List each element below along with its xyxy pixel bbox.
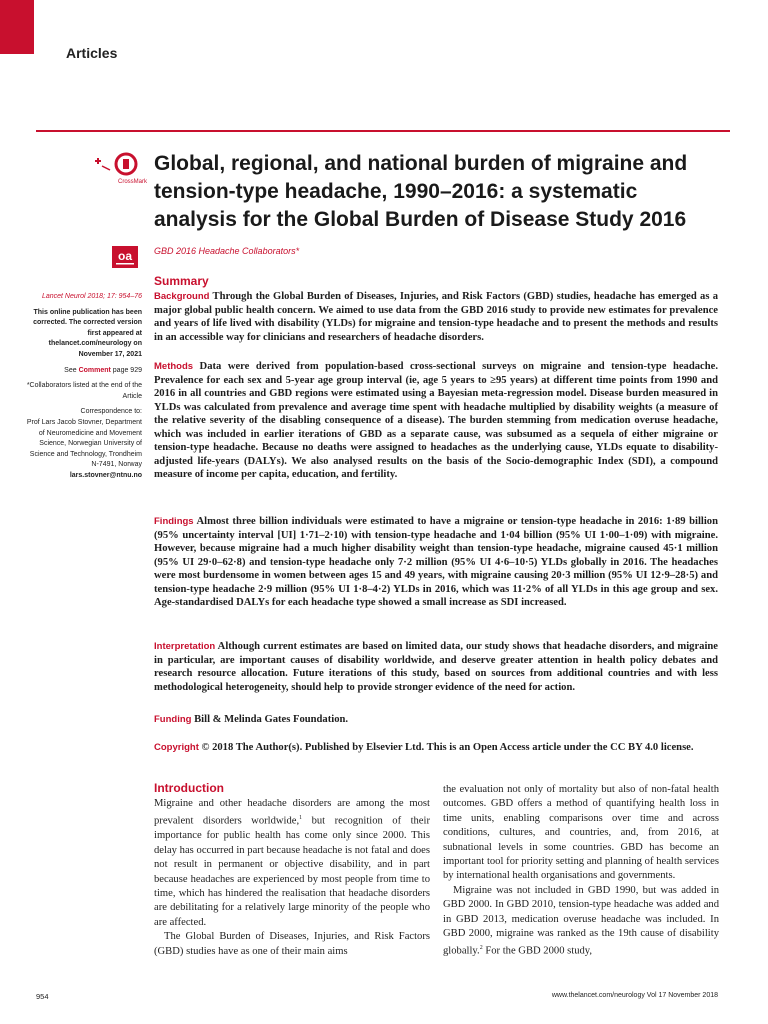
crossmark-icon[interactable] <box>88 150 148 186</box>
abstract-findings: Findings Almost three billion individuals were estimated to have a migraine or tension-type headache in 2016: 1·89 billion (95% uncertainty interval [UI] 1·71–2·10) with tension-type headache and 1·04 billion (95% UI 1·00–1·09) with migraine. However, because migraine had a much higher disability weight than tension-type headache, migraine caused 45·1 million (95% UI 29·0–62·8) and tension-type headache only 7·2 million (95% UI 4·6–10·5) YLDs globally in 2016. The headaches were most burdensome in women between ages 15 and 49 years, with migraine causing 20·3 million (95% UI 12·9–28·5) and tension-type headache 2·9 million (95% UI 1·8–4·2) YLDs in 2016, which was 11·2% of all YLDs in this age group and sex. Age-standardised DALYs for each headache type showed a small increase as SDI increased. <box>154 516 718 608</box>
journal-footer: www.thelancet.com/neurology Vol 17 November 2018 <box>551 992 718 999</box>
comment-link[interactable]: Comment <box>78 366 111 374</box>
intro-column-right <box>443 783 719 959</box>
brand-bar <box>0 0 34 54</box>
collaborators-note: *Collaborators listed at the end of the Article <box>26 382 142 400</box>
correspondence-email[interactable]: lars.stovner@ntnu.no <box>69 471 142 479</box>
section-label: Articles <box>66 45 118 61</box>
abstract-background: Background Through the Global Burden of Diseases, Injuries, and Risk Factors (GBD) studies, headache has emerged as a major global public health concern. We aimed to use data from the GBD 2016 study to provide new estimates for prevalence and years of life lived with disability (YLDs) for migraine and tension-type headache and to present the methods and results in an accessible way for clinicians and researchers of headache disorders. <box>154 291 718 343</box>
intro-column-left <box>154 797 430 959</box>
header-rule <box>36 130 730 132</box>
oa-label: oa <box>117 249 133 263</box>
abstract-methods: Methods Data were derived from population-based cross-sectional surveys on migraine and tension-type headache. Prevalence for each sex and 5-year age group interval (ie, age 5 years to ≥95 years) at different time points from 1990 and 2016 in all countries and GBD regions were estimated using a Bayesian meta-regression model. Disease burden measured in YLDs was calculated from prevalence and average time spent with headache multiplied by disability weights (a measure of the relative severity of the disabling consequence of a disease). The burden stemming from medication overuse headache, which was included in earlier iterations of GBD as a separate cause, was subsumed as a sequela of either migraine or tension-type headache. Because no deaths were assigned to headaches as the underlying cause, YLDs equate to disability-adjusted life-years (DALYs). We also analysed results on the basis of the Socio-demographic Index (SDI), a compound measure of income per capita, education, and fertility. <box>154 361 718 480</box>
correction-note: This online publication has been corrected. The corrected version first appeared at thelancet.com/neurology on November 17, 2021 <box>33 308 142 358</box>
abstract-copyright: Copyright © 2018 The Author(s). Published by Elsevier Ltd. This is an Open Access article under the CC BY 4.0 license. <box>154 742 694 753</box>
article-title: Global, regional, and national burden of migraine and tension-type headache, 1990–2016: a systematic analysis for the Global Burden of Disease Study 2016 <box>154 152 688 231</box>
crossmark-label: CrossMark <box>118 179 148 185</box>
intro-paragraph-1: Migraine and other headache disorders are among the most prevalent disorders worldwide,$^1$ but recognition of their importance for public health has come only since 2000. This delay has occurred in part because headache is not fatal and does not result in permanent or objective disability, and in part because headaches are experienced by most people from time to time, which has hindered the realisation that headache disorders are debilitating for a relatively large minority of the people who are affected. <box>154 798 430 928</box>
summary-heading: Summary <box>154 274 209 288</box>
abstract-funding: Funding Bill & Melinda Gates Foundation. <box>154 714 349 725</box>
authors[interactable]: GBD 2016 Headache Collaborators* <box>154 246 300 256</box>
abstract-interpretation: Interpretation Although current estimates are based on limited data, our study shows that headache disorders, and migraine in particular, are important causes of disability worldwide, and deserve greater attention in health policy debates and research resource allocation. Future iterations of this study, based on sources from additional countries and with less methodological heterogeneity, should help to provide stronger evidence of the need for action. <box>154 641 718 693</box>
correspondence: Correspondence to: Prof Lars Jacob Stovner, Department of Neuromedicine and Movement Science, Norwegian University of Science and Technology, Trondheim N-7491, Norway lars.stovner@ntnu.no <box>26 408 142 479</box>
introduction-heading: Introduction <box>154 781 224 795</box>
see-comment: See Comment page 929 <box>64 366 142 374</box>
open-access-icon <box>112 246 138 268</box>
intro-paragraph-3: the evaluation not only of mortality but also of non-fatal health outcomes. GBD offers a method of quantifying health loss in time units, enabling comparisons over time and across conditions, cultures, and countries, and, from 2016, at subnational levels in some countries. GBD has become an important tool for priority setting and planning of health services by international health organisations and governments. <box>443 784 719 882</box>
sidebar <box>22 292 142 487</box>
intro-paragraph-4: Migraine was not included in GBD 1990, but was added in GBD 2000. In GBD 2010, tension-type headache was added and in GBD 2013, medication overuse headache was included. In GBD 2000, migraine was ranked as the 19th cause of disability globally.$^2$ For the GBD 2000 study, <box>443 884 719 957</box>
intro-paragraph-2: The Global Burden of Diseases, Injuries, and Risk Factors (GBD) studies have as one of their main aims <box>154 931 430 957</box>
page-number: 954 <box>36 992 49 1001</box>
citation: Lancet Neurol 2018; 17: 954–76 <box>41 293 142 300</box>
